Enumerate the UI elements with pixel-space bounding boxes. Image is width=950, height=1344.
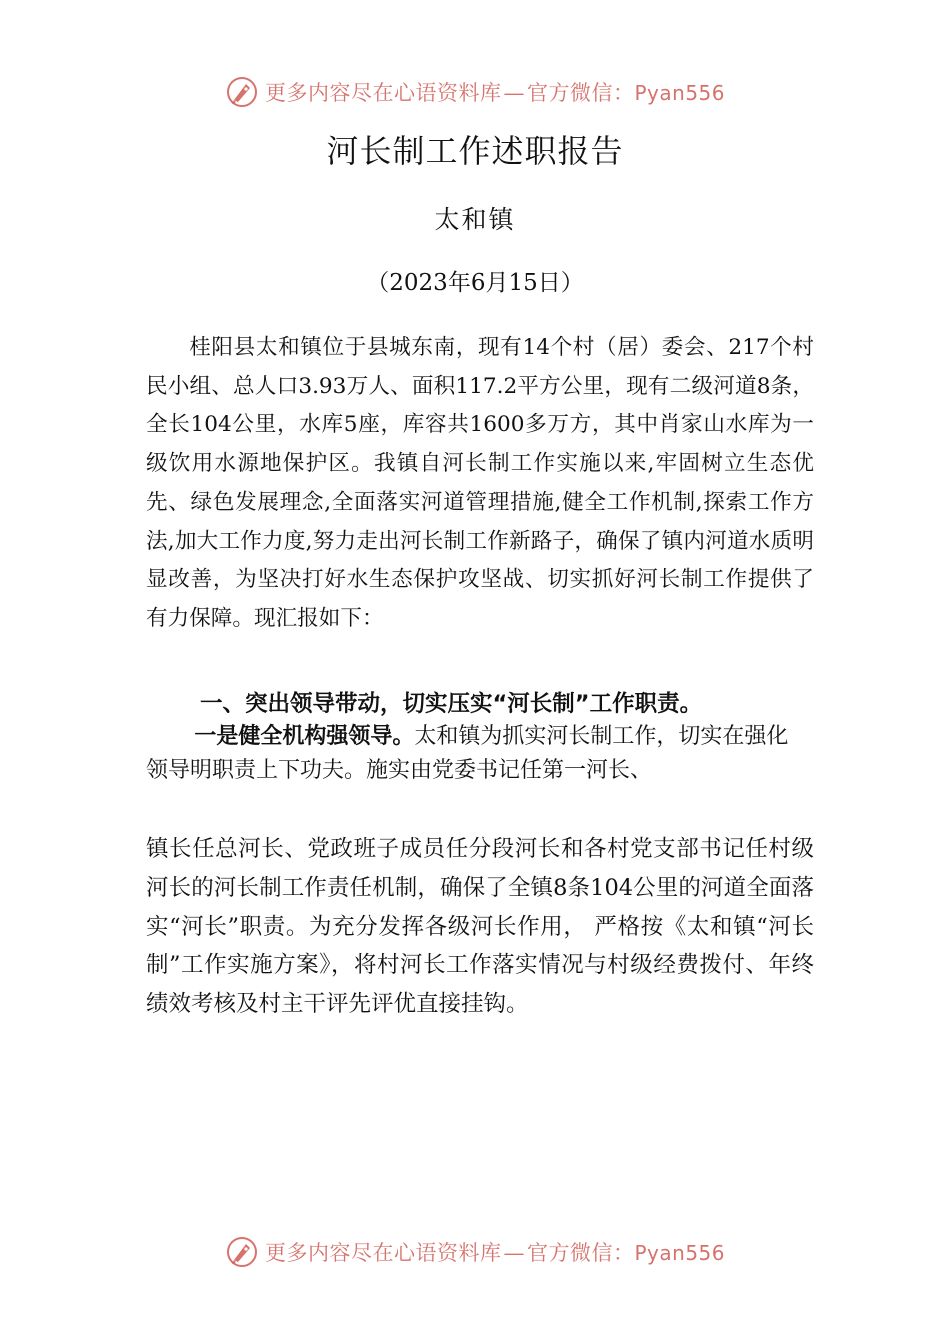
watermark-library-text: 更多内容尽在心语资料库 [264,1241,502,1265]
section-1-lead: 一是健全机构强领导。 [194,724,415,749]
intro-paragraph: 桂阳县太和镇位于县城东南，现有14个村（居）委会、217个村民小组、总人口3.93万人、面积117.2平方公里，现有二级河道8条，全长104公里，水库5座，库容共1600多万方，其中肖家山水库为一级饮用水源地保护区。我镇自河长制工作实施以来,牢固树立生态优先、绿色发展理念,全面落实河道管理措施,健全工作机制,探索工作方法,加大工作力度,努力走出河长制工作新路子，确保了镇内河道水质明显改善，为坚决打好水生态保护攻坚战、切实抓好河长制工作提供了有力保障。现汇报如下： [146,335,814,631]
watermark-wechat-id: Pyan556 [634,81,725,105]
pen-nib-logo-icon [225,1235,259,1269]
watermark-wechat-label: 官方微信： [526,81,635,105]
watermark-wechat-id: Pyan556 [634,1241,725,1265]
watermark-banner-bottom [0,1230,950,1274]
watermark-text [265,1237,725,1267]
section-1-lead-text: 太和镇为抓实河长制工作，切实在强化领导明职责上下功夫。施实由党委书记任第一河长、 [146,724,789,783]
pen-nib-logo-icon [225,75,259,109]
document-author: 太和镇 [434,205,516,234]
watermark-banner-top [0,70,950,114]
section-1-heading: 一、突出领导带动，切实压实“河长制”工作职责。 [200,691,703,717]
watermark-library-text: 更多内容尽在心语资料库 [264,81,502,105]
section-1-paragraph [146,720,796,788]
watermark-separator: — [503,81,525,105]
document-date: （2023年6月15日） [366,270,584,296]
document-title: 河长制工作述职报告 [326,132,624,170]
watermark-wechat-label: 官方微信： [526,1241,635,1265]
section-1-continued: 镇长任总河长、党政班子成员任分段河长和各村党支部书记任村级河长的河长制工作责任机制，确保了全镇8条104公里的河道全面落实“河长”职责。为充分发挥各级河长作用， 严格按《太和镇“河长制”工作实施方案》，将村河长工作落实情况与村级经费拨付、年终绩效考核及村主干评先评优直接挂钩。 [146,836,814,1018]
watermark-separator: — [503,1241,525,1265]
watermark-text [265,77,725,107]
